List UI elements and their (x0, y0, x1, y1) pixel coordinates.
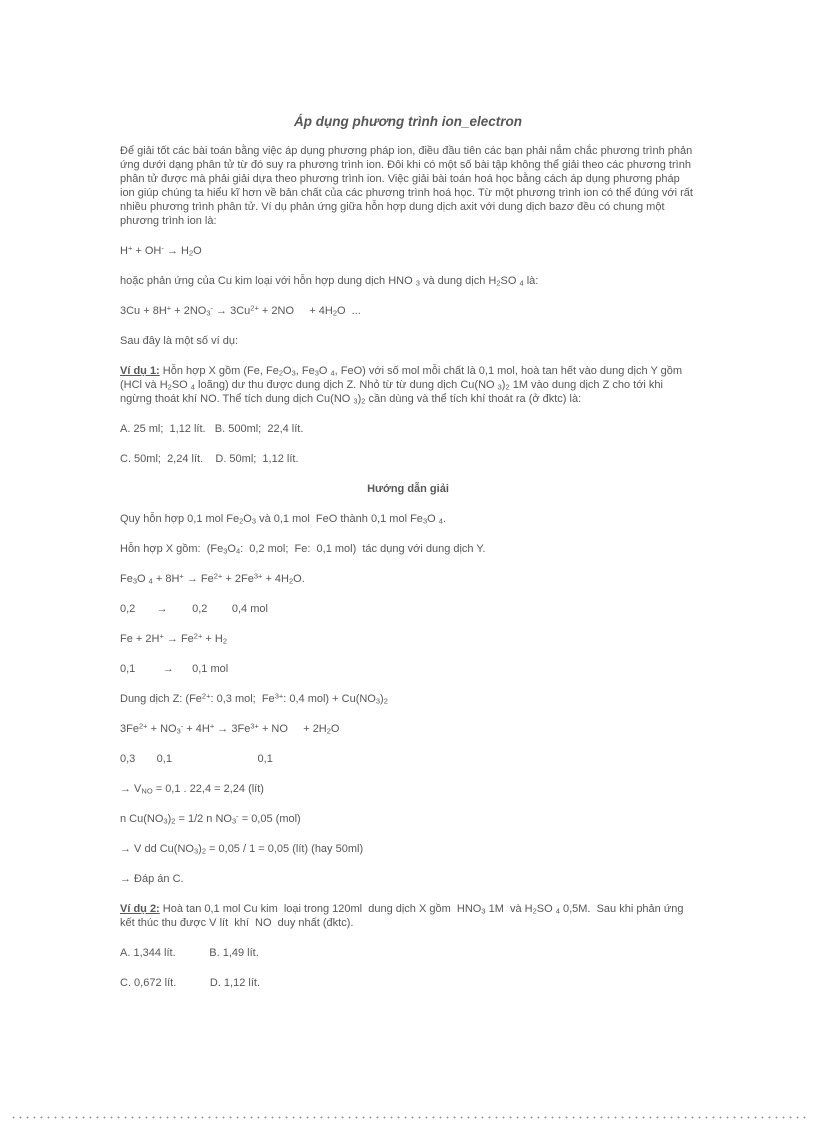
example-1-options-ab: A. 25 ml; 1,12 lít. B. 500ml; 22,4 lít. (120, 423, 304, 435)
solution-step-mixture: Hỗn hợp X gồm: ($Fe_3O_4$: 0,2 mol; Fe: 0,1 mol) tác dụng với dung dịch Y. (120, 543, 486, 556)
examples-intro: Sau đây là một số ví dụ: (120, 335, 239, 347)
equation-acid-base: $H^+ + OH^- \to H_2O$ (120, 243, 202, 258)
solution-step-convert: Quy hỗn hợp 0,1 mol $Fe_2O_3$ và 0,1 mol FeO thành 0,1 mol $Fe_3O$ $_4$. (120, 513, 446, 526)
example-1-problem: Ví dụ 1: Hỗn hợp X gồm (Fe, $Fe_2O_3$, $Fe_3O$ $_4$, FeO) với số mol mỗi chất là 0,1 mol, hoà tan hết vào dung dịch Y gồm (HCl và $H_2SO$ $_4$ loãng) dư thu được dung dịch Z. Nhỏ từ từ dung dịch Cu(NO $_3)_2$ 1M vào dung dịch Z cho tới khi ngừng thoát khí NO. Thể tích dung dịch Cu(NO $_3)_2$ cần dùng và thể tích khí thoát ra (ở đktc) là: (120, 365, 686, 406)
mol-line-fe2-no3: 0,3 0,1 0,1 (120, 753, 273, 765)
equation-fe3o4-acid: $Fe_3O$ $_4 + 8H^+ \to Fe^{2+} + 2Fe^{3+} + 4H_2O$. (120, 571, 305, 586)
mol-cuno3-result: n $Cu(NO_3)_2 = 1/2$ n $NO_3^- = 0,05$ (mol) (120, 811, 301, 826)
example-1-options-cd: C. 50ml; 2,24 lít. D. 50ml; 1,12 lít. (120, 453, 299, 465)
equation-fe-acid: $Fe + 2H^+ \to Fe^{2+} + H_2$ (120, 631, 227, 646)
equation-fe2-no3: $3Fe^{2+} + NO_3^- + 4H^+ \to 3Fe^{3+}$ + NO + $2H_2O$ (120, 721, 340, 736)
answer-line: → Đáp án C. (120, 873, 184, 885)
mol-line-fe3o4: 0,2 → 0,2 0,4 mol (120, 603, 268, 615)
example-2-options-cd: C. 0,672 lít. D. 1,12 lít. (120, 977, 261, 989)
volume-no-result: → $V_{NO} = 0,1$ . 22,4 = 2,24 (lít) (120, 783, 264, 796)
equation-cu-hno3: $3Cu + 8H^+ + 2NO_3^- \to 3Cu^{2+} + 2NO$ + $4H_2O$ ... (120, 303, 361, 318)
example-2-options-ab: A. 1,344 lít. B. 1,49 lít. (120, 947, 259, 959)
mol-line-fe: 0,1 → 0,1 mol (120, 663, 229, 675)
intro-paragraph: Để giải tốt các bài toán bằng việc áp dụng phương pháp ion, điều đầu tiên các bạn phải nắm chắc phương trình phản ứng dưới dạng phân tử từ đó suy ra phương trình ion. Đôi khi có một số bài tập không thể giải theo các phương trình phân tử được mà phải giải dựa theo phương trình ion. Việc giải bài toán hoá học bằng cách áp dụng phương pháp ion giúp chúng ta hiểu kĩ hơn về bản chất của các phương trình hoá học. Từ một phương trình ion có thể đúng với rất nhiều phương trình phân tử. Ví dụ phản ứng giữa hỗn hợp dung dịch axit với dung dịch bazơ đều có chung một phương trình ion là: (120, 145, 697, 227)
volume-cuno3-result: → V dd $Cu(NO_3)_2 = 0,05 / 1 = 0,05$ (lít) (hay 50ml) (120, 843, 364, 856)
cu-reaction-intro: hoặc phản ứng của Cu kim loại với hỗn hợp dung dịch HNO $_3$ và dung dịch $H_2SO$ $_4$ là: (120, 275, 539, 288)
solution-solution-z: Dung dịch Z: ($Fe^{2+}$: 0,3 mol; $Fe^{3+}$: 0,4 $mol) + Cu(NO_3)_2$ (120, 691, 388, 706)
example-2-problem: Ví dụ 2: Hoà tan 0,1 mol Cu kim loại trong 120ml dung dịch X gồm $HNO_3$ 1M và $H_2SO$ $_4$ 0,5M. Sau khi phản ứng kết thúc thu được V lít khí NO duy nhất (đktc). (120, 903, 687, 929)
page-break-dots (10, 1116, 806, 1119)
solution-heading: Hướng dẫn giải (367, 483, 449, 495)
document-title: Áp dụng phương trình ion_electron (294, 114, 522, 129)
